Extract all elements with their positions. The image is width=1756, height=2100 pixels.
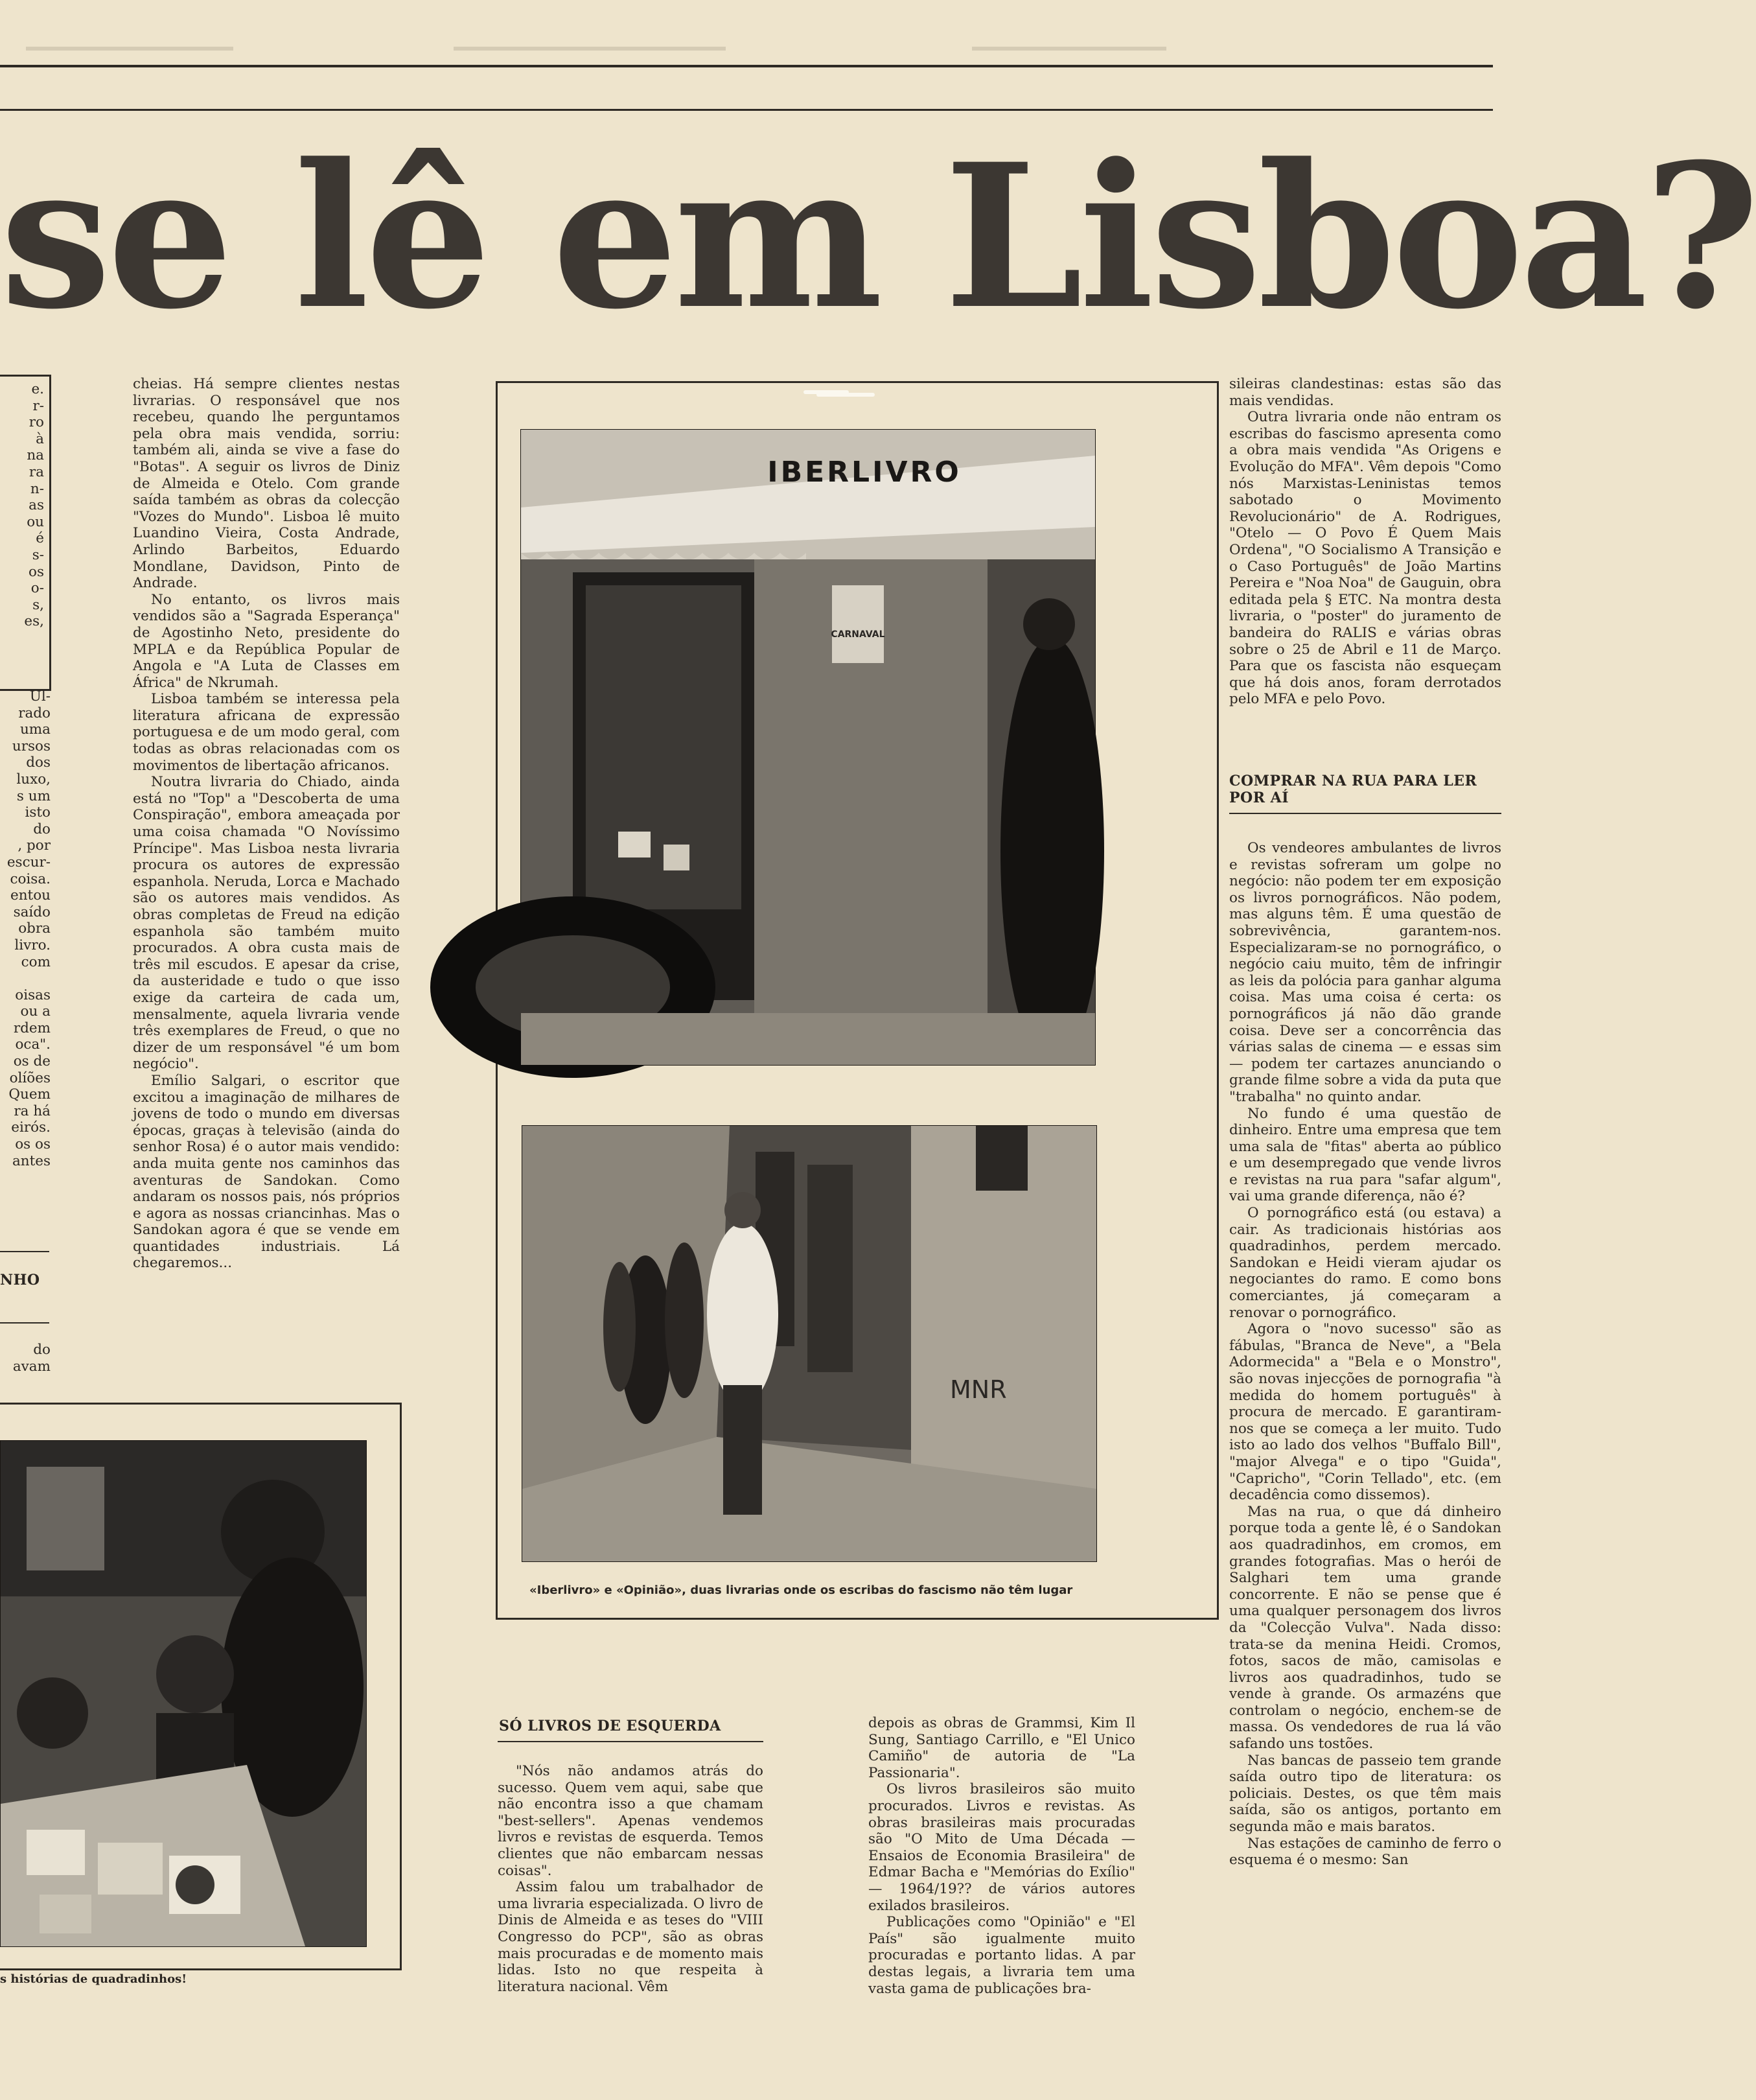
- fragment-line: s,: [32, 596, 44, 613]
- fragment-line: olíões: [9, 1069, 51, 1086]
- left-fragment-subhead: NHO: [0, 1272, 40, 1289]
- column-iberlivro-text: [133, 376, 404, 1400]
- carnaval-poster-text: CARNAVAL: [831, 629, 885, 640]
- headline: se lê em Lisboa?: [0, 121, 1756, 353]
- fragment-line: as: [29, 497, 44, 514]
- comics-stall-photo: [0, 1440, 367, 1947]
- fragment-line: ro: [29, 414, 44, 431]
- fragment-line: dos: [26, 754, 51, 771]
- column-comprar-na-rua-text: [1229, 840, 1506, 2091]
- paragraph: depois as obras de Grammsi, Kim Il Sung, Santiago Carrillo, e "El Unico Camiño" de autoria de "La Passionaria".: [868, 1715, 1140, 1781]
- paragraph: Nas bancas de passeio tem grande saída outro tipo de literatura: os policiais. Destes, os que têm mais saída, são os antigos, portanto em segunda mão e mais baratos.: [1229, 1752, 1506, 1836]
- fragment-line: coisa.: [10, 870, 51, 887]
- fragment-line: rado: [18, 705, 51, 721]
- section-title-underline: [498, 1741, 763, 1742]
- fragment-line: Ul-: [29, 688, 51, 705]
- fragment-line: avam: [12, 1358, 51, 1375]
- paragraph: Os vendeores ambulantes de livros e revistas sofreram um golpe no negócio: não podem ter em exposição os livros pornográficos. Não podem, mas alguns têm. É uma questão de sobrevivência, garantem-nos. Especializaram-se no pornográfico, o negócio caiu muito, têm de infringir as leis da polócia para ganhar alguma coisa. Mas uma coisa é certa: os pornográficos já não dão grande coisa. Deve ser a concorrência das várias salas de cinema — e essas sim — podem ter cartazes anunciando o grande filme sobre a vida da puta que "trabalha" no quinto andar.: [1229, 840, 1506, 1105]
- paragraph: "Nós não andamos atrás do sucesso. Quem vem aqui, sabe que não encontra isso a que chamam "best-sellers". Apenas vendemos livros e revistas de esquerda. Temos clientes que não embarcam nessas coisas".: [498, 1763, 768, 1879]
- fragment-line: os os: [15, 1136, 51, 1153]
- paragraph: Nas estações de caminho de ferro o esquema é o mesmo: San: [1229, 1835, 1506, 1869]
- section-comprar-rule: [1229, 813, 1501, 814]
- paragraph: Publicações como "Opinião" e "El País" são igualmente muito procuradas e portanto lidas. A par destas legais, a livraria tem uma vasta gama de publicações bra-: [868, 1914, 1140, 1997]
- fragment-line: é: [36, 530, 44, 547]
- paragraph: cheias. Há sempre clientes nestas livrarias. O responsável que nos recebeu, quando lhe perguntamos pela obra mais vendida, sorriu: também ali, ainda se vive a fase do "Botas". A seguir os livros de Diniz de Almeida e Otelo. Com grande saída também as obras da colecção "Vozes do Mundo". Lisboa lê muito Luandino Vieira, Costa Andrade, Arlindo Barbeitos, Eduardo Mondlane, Davidson, Pinto de Andrade.: [133, 376, 404, 592]
- mnr-graffiti-text: MNR: [950, 1375, 1007, 1404]
- left-fragment-rule-top: [0, 1251, 49, 1252]
- paragraph: Os livros brasileiros são muito procurados. Livros e revistas. As obras brasileiras mais procuradas são "O Mito de Uma Década — Ensaios de Economia Brasileira" de Edmar Bacha e "Memórias do Exílio" — 1964/19?? de vários autores exilados brasileiros.: [868, 1781, 1140, 1914]
- left-fragment-mid: [0, 688, 51, 1181]
- fragment-line: ursos: [12, 738, 51, 754]
- section-title-comprar-line1: COMPRAR NA RUA PARA LER: [1229, 773, 1477, 789]
- fragment-line: obra: [18, 920, 51, 937]
- paragraph: sileiras clandestinas: estas são das mais vendidas.: [1229, 376, 1506, 409]
- top-rule: [0, 65, 1493, 67]
- paragraph: Noutra livraria do Chiado, ainda está no "Top" a "Descoberta de uma Conspiração", embora ameaçada por uma coisa chamada "O Novíssimo Príncipe". Mas Lisboa nesta livraria procura os autores de expressão espanhola. Neruda, Lorca e Machado são os autores mais vendidos. As obras completas de Freud na edição espanhola são também muito procurados. A obra custa mais de três mil escudos. E apesar da crise, da austeridade e tudo o que isso exige da carteira de cada um, mensalmente, aquela livraria vende três exemplares de Freud, o que no dizer de um responsável "é um bom negócio".: [133, 774, 404, 1073]
- fragment-line: Quem: [8, 1086, 51, 1103]
- fragment-line: ra: [29, 463, 44, 480]
- fragment-line: ou a: [20, 1003, 51, 1020]
- fragment-line: r-: [32, 397, 44, 414]
- fragment-line: com: [21, 953, 51, 970]
- fragment-line: os de: [13, 1053, 51, 1070]
- left-fragment-rule-bottom: [0, 1322, 49, 1324]
- fragment-line: do: [33, 1342, 51, 1358]
- paragraph: Outra livraria onde não entram os escribas do fascismo apresenta como a obra mais vendida "As Origens e Evolução do MFA". Vêm depois "Como nós Marxistas-Leninistas temos sabotado o Movimento Revolucionário" de A. Rodrigues, "Otelo — O Povo É Quem Mais Ordena", "O Socialismo A Transição e o Caso Português" de João Martins Pereira e "Noa Noa" de Gauguin, obra editada pela § ETC. Na montra desta livraria, o "poster" do juramento de bandeira do RALIS e várias obras sobre o 25 de Abril e 11 de Março. Para que os fascista não esqueçam que há dois anos, foram derrotados pelo MFA e pelo Povo.: [1229, 409, 1506, 708]
- fragment-line: uma: [19, 721, 51, 738]
- fragment-line: n-: [30, 480, 44, 497]
- fragment-line: escur-: [6, 854, 51, 870]
- paragraph: No fundo é uma questão de dinheiro. Entre uma empresa que tem uma sala de "fitas" aberta ao público e um desempregado que vende livros e revistas na rua para "safar algum", vai uma grande diferença, não é?: [1229, 1105, 1506, 1205]
- paragraph: Lisboa também se interessa pela literatura africana de expressão portuguesa e de um modo geral, com todas as obras relacionadas com os movimentos de libertação africanos.: [133, 691, 404, 774]
- left-fragment-bottom: [0, 1342, 51, 1381]
- section-title-comprar-line2: POR AÍ: [1229, 789, 1289, 806]
- faint-masthead-strip: [0, 38, 1493, 64]
- fragment-line: à: [36, 430, 44, 447]
- left-fragment-top: [0, 381, 44, 679]
- paragraph: Assim falou um trabalhador de uma livraria especializada. O livro de Dinis de Almeida e as teses do "VIII Congresso do PCP", são as obras mais procuradas e de momento mais lidas. Isto no que respeita à literatura nacional. Vêm: [498, 1879, 768, 1995]
- paragraph: Emílio Salgari, o escritor que excitou a imaginação de milhares de jovens de todo o mundo em diversas épocas, graças à televisão (ainda do senhor Rosa) é o autor mais vendido: anda muita gente nos caminhos das aventuras de Sandokan. Como andaram os nossos pais, nós próprios e agora as nossas criancinhas. Mas o Sandokan agora é que se vende em quantidades industriais. Lá chegaremos...: [133, 1072, 404, 1272]
- left-photo-caption: s histórias de quadradinhos!: [0, 1972, 187, 1986]
- fragment-line: do: [33, 821, 51, 837]
- fragment-line: livro.: [14, 937, 51, 953]
- fragment-line: os: [29, 563, 44, 580]
- paragraph: O pornográfico está (ou estava) a cair. As tradicionais histórias aos quadradinhos, perdem mercado. Sandokan e Heidi vieram ajudar os negociantes do ramo. E como bons comerciantes, já começaram a renovar o pornográfico.: [1229, 1205, 1506, 1321]
- fragment-line: ra há: [14, 1102, 51, 1119]
- fragment-line: entou: [10, 887, 51, 904]
- fragment-line: eirós.: [11, 1119, 51, 1136]
- fragment-line: , por: [17, 837, 51, 854]
- tear-mark: [816, 393, 875, 397]
- fragment-line: rdem: [13, 1020, 51, 1036]
- opiniao-street-photo: [522, 1125, 1097, 1562]
- paragraph: Mas na rua, o que dá dinheiro porque toda a gente lê, é o Sandokan aos quadradinhos, em cromos, em grandes fotografias. Mas o herói de Salghari tem uma grande concorrente. E não se pense que é uma qualquer personagem dos livros da "Colecção Vulva". Nada disso: trata-se da menina Heidi. Cromos, fotos, sacos de mão, camisolas e livros aos quadradinhos, tudo se vende à grande. Os armazéns que controlam o negócio, enchem-se de massa. Os vendedores de rua lá vão safando uns tostões.: [1229, 1503, 1506, 1753]
- fragment-line: ou: [27, 513, 44, 530]
- top-rule-second: [0, 109, 1493, 111]
- fragment-line: saído: [13, 904, 51, 920]
- fragment-line: e.: [31, 381, 44, 397]
- fragment-line: isto: [25, 804, 51, 821]
- paragraph: No entanto, os livros mais vendidos são a "Sagrada Esperança" de Agostinho Neto, presidente do MPLA e da República Popular de Angola e "A Luta de Classes em África" de Nkrumah.: [133, 591, 404, 691]
- fragment-line: na: [27, 447, 44, 464]
- fragment-line: o-: [30, 580, 44, 597]
- iberlivro-sign-text: IBERLIVRO: [767, 456, 962, 489]
- paragraph: Agora o "novo sucesso" são as fábulas, "Branca de Neve", a "Bela Adormecida" a "Bela e o Monstro", são novas injecções de pornografia "à medida do homem português" à procura de mercado. E garantiram-nos que se começa a ler muito. Tudo isto ao lado dos velhos "Buffalo Bill", "major Alvega" e o tipo "Guida", "Capricho", "Corin Tellado", etc. (em decadência como dissemos).: [1229, 1321, 1506, 1504]
- fragment-line: oisas: [15, 986, 51, 1003]
- column-brazilian-books-text: [868, 1715, 1140, 2091]
- column-so-livros-text: [498, 1763, 768, 2087]
- fragment-line: antes: [12, 1152, 51, 1169]
- fragment-line: es,: [24, 613, 44, 630]
- fragment-line: [0, 970, 51, 987]
- fragment-line: s um: [16, 788, 51, 804]
- fragment-line: oca".: [15, 1036, 51, 1053]
- iberlivro-storefront-photo: [520, 429, 1096, 1066]
- fragment-line: luxo,: [16, 771, 51, 788]
- photos-caption: «Iberlivro» e «Opinião», duas livrarias onde os escribas do fascismo não têm lugar: [529, 1583, 1073, 1597]
- column-clandestine-text: [1229, 376, 1506, 739]
- section-title-so-livros: SÓ LIVROS DE ESQUERDA: [499, 1718, 721, 1734]
- fragment-line: s-: [32, 546, 44, 563]
